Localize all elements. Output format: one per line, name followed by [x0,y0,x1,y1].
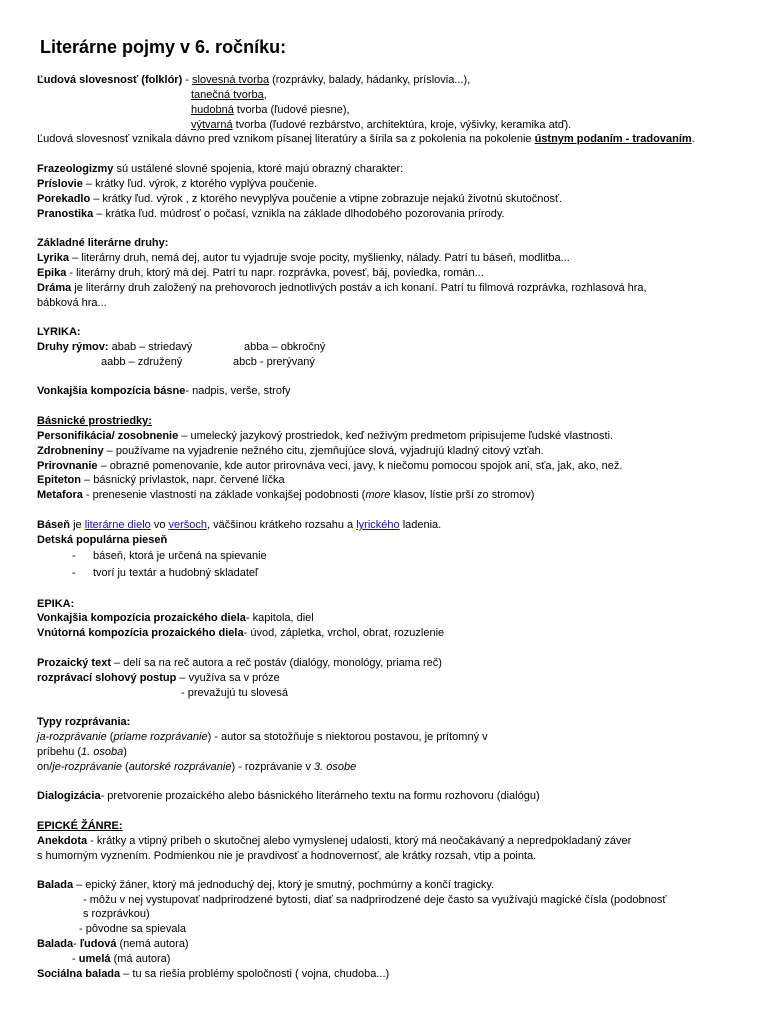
italic: priame rozprávanie [113,731,208,743]
heading: Typy rozprávania: [37,716,131,728]
folklor-item-u: slovesná tvorba [192,74,270,86]
prislovie-line [37,177,317,192]
text: – literárny druh, nemá dej, autor tu vyjadruje svoje pocity, myšlienky, nálady. Patrí tu báseň, modlitba... [69,252,570,264]
folklor-item-u: hudobná [191,104,234,116]
dialogizacia-line [37,789,540,804]
term: Prozaický text [37,657,111,669]
text: - kapitola, diel [245,612,314,624]
ludova-balada-line [37,937,189,952]
oral-tradition: ústnym podaním - tradovaním [534,133,692,145]
text: ) [123,746,127,758]
text: – využíva sa v próze [176,672,280,684]
text: – krátka ľud. múdrosť o počasí, vznikla na základe dlhodobého pozorovania prírody. [93,208,505,220]
folklor-line-2 [191,88,267,103]
text: je literárny druh založený na prehovoroch jednotlivých postáv a ich konaní. Patrí tu filmová rozprávka, rozhlasová hra, [71,282,647,294]
link-lyricky[interactable]: lyrického [356,519,400,531]
ja-rozpravanie-line [37,730,488,745]
folklor-origin [37,132,695,147]
term: Príslovie [37,178,83,190]
frazeologizmy-line [37,162,403,177]
rym: abcb - prerývaný [233,356,315,368]
heading: Základné literárne druhy: [37,237,169,249]
rym: aabb – združený [101,356,183,368]
text: - nadpis, verše, strofy [185,385,291,397]
folklor-item-rest: tvorba (ľudové rezbárstvo, architektúra, kroje, výšivky, keramika atď). [232,119,572,131]
text: sú ustálené slovné spojenia, ktoré majú obrazný charakter: [113,163,404,175]
bullet-dash: - [72,550,76,562]
page-title: Literárne pojmy v 6. ročníku: [40,37,287,57]
text: ladenia. [399,519,442,531]
lyrika-line [37,251,570,266]
italic: 1. osoba [81,746,124,758]
vonkajsia-kompozicia-basne [37,384,291,399]
italic: ja-rozprávanie [37,731,107,743]
term: Dialogizácia [37,790,101,802]
anekdota-cont: s humorným vyznením. Podmienkou nie je pravdivosť a hodnovernosť, ale krátky rozsah, vtip a pointa. [37,850,537,862]
term: Vonkajšia kompozícia básne [37,385,186,397]
text: – umelecký jazykový prostriedok, keď neživým predmetom pripisujeme ľudské vlastnosti. [178,430,614,442]
text: on/ [37,761,53,773]
text: Ľudová slovesnosť vznikala dávno pred vznikom písanej literatúry a šírila sa z pokolenia na pokolenie [37,133,535,145]
text: (má autora) [110,953,171,965]
prostriedok-line [37,473,285,488]
term: Prirovnanie [37,460,98,472]
epika-heading [37,597,74,612]
text: ) - rozprávanie v [231,761,314,773]
on-rozpravanie-line [37,760,356,775]
term: Frazeologizmy [37,163,114,175]
text: vo [150,519,169,531]
term: umelá [78,953,111,965]
term: Lyrika [37,252,70,264]
term: Zdrobneniny [37,445,104,457]
vonkajsia-kompozicia-diela [37,611,314,626]
pranostika-line [37,207,505,222]
folklor-line-4 [191,118,571,133]
anekdota-line [37,834,631,849]
text: ( [122,761,129,773]
term: rozprávací slohový postup [37,672,177,684]
heading: EPICKÉ ŽÁNRE: [37,820,123,832]
term: Epiteton [37,474,81,486]
italic: 3. osobe [314,761,357,773]
prostriedok-line [37,459,622,474]
term: Báseň [37,519,71,531]
term: Balada [37,879,74,891]
umela-balada-line [72,952,170,967]
slohovy-postup-cont: - prevažujú tu slovesá [181,687,288,699]
text: – básnický prívlastok, napr. červené líčka [81,474,285,486]
text: klasov, lístie prší zo stromov) [390,489,535,501]
bullet-dash: - [72,567,76,579]
text: , väčšinou krátkeho rozsahu a [207,519,357,531]
heading: EPIKA: [37,598,75,610]
term: Porekadlo [37,193,91,205]
basen-line [37,518,441,533]
ja-rozpravanie-cont [37,745,127,760]
rym: abab – striedavý [111,341,193,353]
term: Vonkajšia kompozícia prozaického diela [37,612,246,624]
folklor-item-u: tanečná tvorba [191,89,264,101]
text: ( [106,731,114,743]
typy-heading [37,715,130,730]
text: – obrazné pomenovanie, kde autor prirovnáva veci, javy, k niečomu pomocou spojok ani, sťa, jak, ako, než. [97,460,623,472]
term: Personifikácia/ zosobnenie [37,430,179,442]
text: - krátky a vtipný príbeh o skutočnej alebo vymyslenej udalosti, ktorý má neočakávaný a nepredpokladaný záver [87,835,632,847]
balada-bullet: - môžu v nej vystupovať nadprirodzené bytosti, diať sa nadprirodzené deje často sa využívajú magické čísla (podobnosť [83,894,667,906]
lyrika-heading [37,325,81,340]
italic: je-rozprávanie [52,761,122,773]
epika-line [37,266,484,281]
druhy-heading [37,236,168,251]
term: Detská populárna pieseň [37,534,168,546]
text: je [70,519,85,531]
term: Dráma [37,282,72,294]
folklor-line-3 [191,103,350,118]
text: ) - autor sa stotožňuje s niektorou postavou, je prítomný v [207,731,488,743]
folklor-line-1 [37,73,470,88]
piesen-bullet: tvorí ju textár a hudobný skladateľ [93,567,259,579]
rymy-line-1 [37,340,192,355]
text: – epický žáner, ktorý má jednoduchý dej, ktorý je smutný, pochmúrny a končí tragicky. [73,879,495,891]
text: – delí sa na reč autora a reč postáv (dialógy, monológy, priama reč) [110,657,442,669]
text: - úvod, zápletka, vrchol, obrat, rozuzlenie [243,627,445,639]
term: Metafora [37,489,83,501]
folklor-item-rest: , [263,89,267,101]
vnutorna-kompozicia-diela [37,626,444,641]
link-literarne-dielo[interactable]: literárne dielo [84,519,151,531]
term: ľudová [79,938,117,950]
balada-line [37,878,494,893]
text: – krátky ľud. výrok, z ktorého vyplýva poučenie. [82,178,318,190]
text: – krátky ľud. výrok , z ktorého nevyplýva poučenie a vtipne zobrazuje nejakú životnú skutočnosť. [90,193,563,205]
folklor-term: Ľudová slovesnosť (folklór) [37,74,183,86]
prostriedok-line [37,444,544,459]
folklor-item-rest: tvorba (ľudové piesne), [233,104,350,116]
text: (nemá autora) [116,938,189,950]
drama-cont: bábková hra... [37,297,107,309]
balada-bullet-cont: s rozprávkou) [83,908,150,920]
piesen-heading [37,533,167,548]
heading: Básnické prostriedky: [37,415,152,427]
folklor-item-u: výtvarná [191,119,233,131]
socialna-balada-line [37,967,389,982]
balada-bullet: - pôvodne sa spievala [79,923,187,935]
zanre-heading [37,819,123,834]
term: Pranostika [37,208,94,220]
metafora-line [37,488,534,503]
term: Druhy rýmov: [37,341,109,353]
porekadlo-line [37,192,562,207]
slohovy-postup-line [37,671,280,686]
piesen-bullet: báseň, ktorá je určená na spievanie [93,550,267,562]
term: Epika [37,267,67,279]
term: Balada [37,938,74,950]
folklor-item-rest: (rozprávky, balady, hádanky, príslovia...), [269,74,471,86]
text: - [72,953,79,965]
term: Sociálna balada [37,968,121,980]
text: príbehu ( [37,746,82,758]
text: . [691,133,695,145]
term: Vnútorná kompozícia prozaického diela [37,627,244,639]
italic: more [365,489,391,501]
link-verse[interactable]: veršoch [168,519,208,531]
prostriedok-line [37,429,613,444]
prozaicky-text-line [37,656,442,671]
text: – používame na vyjadrenie nežného citu, zjemňujúce slová, vyjadrujú kladný citový vzťah. [103,445,544,457]
text: - prenesenie vlastností na základe vonkajšej podobnosti ( [82,489,366,501]
text: – tu sa riešia problémy spoločnosti ( vojna, chudoba...) [120,968,390,980]
text: - pretvorenie prozaického alebo básnického literárneho textu na formu rozhovoru (dialógu) [100,790,540,802]
italic: autorské rozprávanie [128,761,232,773]
text: - [73,938,80,950]
rym: abba – obkročný [244,341,326,353]
sep: - [182,74,193,86]
heading: LYRIKA: [37,326,81,338]
term: Anekdota [37,835,88,847]
text: - literárny druh, ktorý má dej. Patrí tu napr. rozprávka, povesť, báj, poviedka, román... [66,267,484,279]
drama-line [37,281,647,296]
prostriedky-heading [37,414,152,429]
